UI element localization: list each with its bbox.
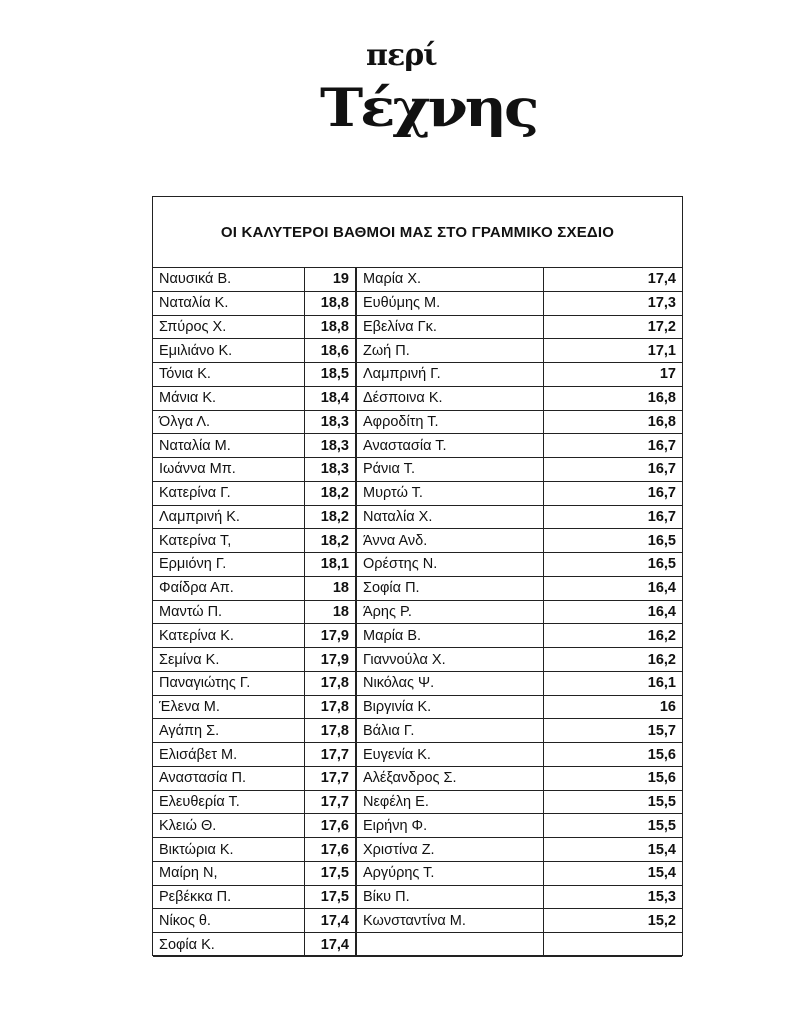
student-score: 18,2: [305, 482, 356, 506]
student-score: 18,3: [305, 411, 356, 435]
logo-line-2: Τέχνης: [320, 77, 537, 139]
student-score: 16,1: [647, 675, 676, 692]
table-row: [357, 838, 682, 862]
student-score: 18,5: [305, 363, 356, 387]
table-row: [357, 696, 682, 720]
student-score: 16: [659, 699, 676, 716]
student-name: Σοφία Π.: [357, 577, 544, 600]
student-score: 17,7: [305, 767, 356, 791]
student-score: 16,7: [647, 508, 676, 525]
student-score: 17: [659, 366, 676, 383]
student-name: Νικόλας Ψ.: [357, 672, 544, 695]
student-name: Κλειώ Θ.: [153, 814, 305, 838]
table-row: [357, 387, 682, 411]
student-score: 16,2: [647, 651, 676, 668]
student-name: Νεφέλη Ε.: [357, 791, 544, 814]
student-score: 19: [305, 268, 356, 292]
student-name: Μαντώ Π.: [153, 601, 305, 625]
student-name: Αλέξανδρος Σ.: [357, 767, 544, 790]
student-name: Βίκυ Π.: [357, 886, 544, 909]
student-name: Ναταλία Μ.: [153, 434, 305, 458]
student-name: Ναταλία Κ.: [153, 292, 305, 316]
table-row: [357, 292, 682, 316]
student-score: 17,1: [647, 342, 676, 359]
table-row: [357, 316, 682, 340]
student-name: Αργύρης Τ.: [357, 862, 544, 885]
student-score: 18,6: [305, 339, 356, 363]
table-row: [357, 601, 682, 625]
table-row: [357, 791, 682, 815]
student-score: 17,4: [305, 909, 356, 933]
student-score: 17,9: [305, 624, 356, 648]
table-row: [357, 814, 682, 838]
student-score: 18,8: [305, 292, 356, 316]
student-score: 15,5: [647, 817, 676, 834]
student-name: Παναγιώτης Γ.: [153, 672, 305, 696]
student-name: Σεμίνα Κ.: [153, 648, 305, 672]
student-score: 15,4: [647, 841, 676, 858]
table-row: [357, 363, 682, 387]
student-score: 16,2: [647, 627, 676, 644]
student-name: Λαμπρινή Γ.: [357, 363, 544, 386]
student-score: 16,8: [647, 413, 676, 430]
student-name: Όλγα Λ.: [153, 411, 305, 435]
student-score: 17,8: [305, 719, 356, 743]
student-score: 18,2: [305, 529, 356, 553]
student-score: 18,4: [305, 387, 356, 411]
student-name: Μαρία Β.: [357, 624, 544, 647]
student-score: 15,2: [647, 912, 676, 929]
grades-table: [152, 196, 683, 956]
student-score: 17,7: [305, 743, 356, 767]
student-score: 17,2: [647, 318, 676, 335]
student-score: [544, 933, 682, 956]
student-score: 15,7: [647, 722, 676, 739]
table-row: [357, 743, 682, 767]
student-name: Ράνια Τ.: [357, 458, 544, 481]
student-score: 16,8: [647, 390, 676, 407]
table-row: [357, 648, 682, 672]
table-body: [153, 268, 682, 957]
student-name: Βικτώρια Κ.: [153, 838, 305, 862]
student-name: Βάλια Γ.: [357, 719, 544, 742]
student-name: Ρεβέκκα Π.: [153, 886, 305, 910]
student-score: 18,8: [305, 316, 356, 340]
student-score: 17,4: [305, 933, 356, 957]
student-score: 16,7: [647, 461, 676, 478]
student-name: Ζωή Π.: [357, 339, 544, 362]
table-row: [357, 506, 682, 530]
table-row: [357, 577, 682, 601]
right-column: [356, 268, 682, 957]
student-name: Ειρήνη Φ.: [357, 814, 544, 837]
student-name: Νίκος θ.: [153, 909, 305, 933]
student-name: Ευγενία Κ.: [357, 743, 544, 766]
logo-line-1: περί: [366, 38, 437, 73]
table-row: [357, 268, 682, 292]
student-score: 16,5: [647, 532, 676, 549]
student-name: Μυρτώ Τ.: [357, 482, 544, 505]
table-row: [357, 624, 682, 648]
student-score: 15,4: [647, 865, 676, 882]
student-score: 17,6: [305, 838, 356, 862]
student-score: 18: [305, 601, 356, 625]
student-name: Σπύρος Χ.: [153, 316, 305, 340]
student-name: Ελισάβετ Μ.: [153, 743, 305, 767]
student-name: Μαρία Χ.: [357, 268, 544, 291]
student-name: Κατερίνα Τ,: [153, 529, 305, 553]
student-name: Ευθύμης Μ.: [357, 292, 544, 315]
student-name: Γιαννούλα Χ.: [357, 648, 544, 671]
student-name: Μαίρη Ν,: [153, 862, 305, 886]
table-row: [357, 529, 682, 553]
student-score: 15,5: [647, 794, 676, 811]
student-name: Ορέστης Ν.: [357, 553, 544, 576]
student-name: Ελευθερία Τ.: [153, 791, 305, 815]
table-row: [357, 482, 682, 506]
student-score: 17,8: [305, 696, 356, 720]
student-score: 16,4: [647, 603, 676, 620]
student-name: Αφροδίτη Τ.: [357, 411, 544, 434]
student-score: 16,5: [647, 556, 676, 573]
student-score: 18,3: [305, 458, 356, 482]
student-name: Τόνια Κ.: [153, 363, 305, 387]
table-title: ΟΙ ΚΑΛΥΤΕΡΟΙ ΒΑΘΜΟΙ ΜΑΣ ΣΤΟ ΓΡΑΜΜΙΚΟ ΣΧΕΔΙΟ: [153, 197, 682, 268]
table-row: [357, 672, 682, 696]
student-name: Άννα Ανδ.: [357, 529, 544, 552]
table-row: [357, 719, 682, 743]
student-score: 17,4: [647, 271, 676, 288]
table-row: [357, 458, 682, 482]
student-name: Κατερίνα Κ.: [153, 624, 305, 648]
student-score: 17,5: [305, 862, 356, 886]
student-score: 16,7: [647, 485, 676, 502]
student-name: Μάνια Κ.: [153, 387, 305, 411]
student-score: 18: [305, 577, 356, 601]
student-name: Κατερίνα Γ.: [153, 482, 305, 506]
student-name: Αναστασία Τ.: [357, 434, 544, 457]
student-name: Χριστίνα Ζ.: [357, 838, 544, 861]
student-score: 17,9: [305, 648, 356, 672]
student-score: 18,1: [305, 553, 356, 577]
student-score: 18,3: [305, 434, 356, 458]
student-name: Βιργινία Κ.: [357, 696, 544, 719]
student-name: Σοφία Κ.: [153, 933, 305, 957]
student-name: Αναστασία Π.: [153, 767, 305, 791]
student-name: Κωνσταντίνα Μ.: [357, 909, 544, 932]
table-row: [357, 767, 682, 791]
student-score: 16,7: [647, 437, 676, 454]
student-name: Λαμπρινή Κ.: [153, 506, 305, 530]
student-score: 17,5: [305, 886, 356, 910]
table-row: [357, 909, 682, 933]
table-row: [357, 933, 682, 957]
student-name: Ναυσικά Β.: [153, 268, 305, 292]
student-score: 15,6: [647, 746, 676, 763]
student-score: 16,4: [647, 580, 676, 597]
student-name: Φαίδρα Απ.: [153, 577, 305, 601]
student-name: Άρης Ρ.: [357, 601, 544, 624]
student-name: Ναταλία Χ.: [357, 506, 544, 529]
student-name: Αγάπη Σ.: [153, 719, 305, 743]
student-score: 17,7: [305, 791, 356, 815]
peri-technis-logo: [320, 38, 537, 148]
student-name: Έλενα Μ.: [153, 696, 305, 720]
table-row: [357, 886, 682, 910]
student-name: Ιωάννα Μπ.: [153, 458, 305, 482]
student-name: Εβελίνα Γκ.: [357, 316, 544, 339]
student-score: 17,3: [647, 295, 676, 312]
table-row: [357, 411, 682, 435]
student-score: 18,2: [305, 506, 356, 530]
student-name: Ερμιόνη Γ.: [153, 553, 305, 577]
student-score: 17,8: [305, 672, 356, 696]
student-score: 15,3: [647, 889, 676, 906]
student-score: 15,6: [647, 770, 676, 787]
student-score: 17,6: [305, 814, 356, 838]
table-row: [357, 339, 682, 363]
table-row: [357, 434, 682, 458]
table-row: [357, 553, 682, 577]
student-name: [357, 933, 544, 956]
student-name: Εμιλιάνο Κ.: [153, 339, 305, 363]
student-name: Δέσποινα Κ.: [357, 387, 544, 410]
table-row: [357, 862, 682, 886]
